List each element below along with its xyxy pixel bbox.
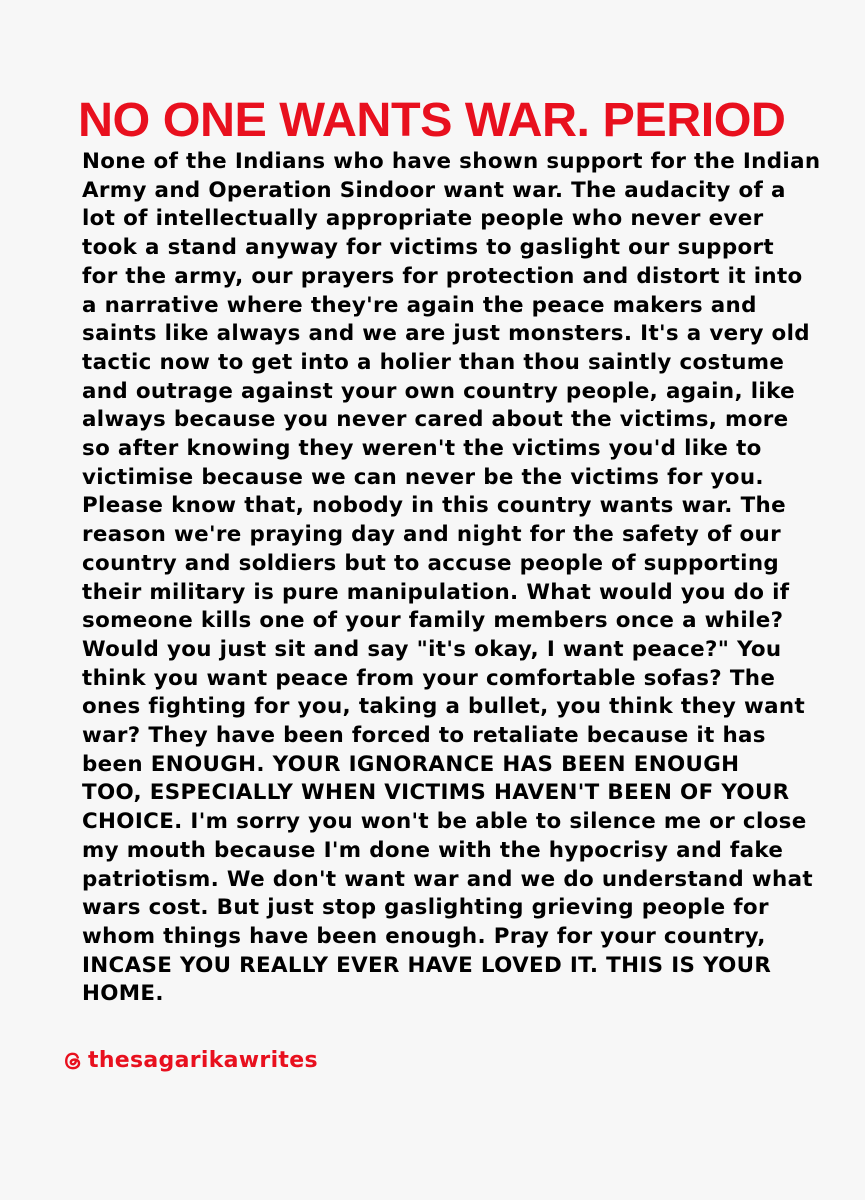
- body-line: a narrative where they're again the peace makers and: [82, 292, 757, 318]
- post-body: [82, 148, 822, 1009]
- body-line: wars cost. But just stop gaslighting grieving people for: [82, 895, 769, 921]
- body-line: Please know that, nobody in this country wants war. The: [82, 493, 786, 519]
- body-line: Army and Operation Sindoor want war. The audacity of a: [82, 177, 786, 203]
- body-line: victimise because we can never be the victims for you.: [82, 464, 764, 490]
- body-line: reason we're praying day and night for the safety of our: [82, 522, 782, 548]
- body-line: tactic now to get into a holier than thou saintly costume: [82, 349, 785, 375]
- body-line: someone kills one of your family members once a while?: [82, 608, 784, 634]
- body-line: INCASE YOU REALLY EVER HAVE LOVED IT. THIS IS YOUR: [82, 952, 772, 978]
- body-line: been ENOUGH. YOUR IGNORANCE HAS BEEN ENOUGH: [82, 751, 740, 777]
- body-line: HOME.: [82, 981, 164, 1007]
- body-line: CHOICE. I'm sorry you won't be able to silence me or close: [82, 809, 807, 835]
- body-line: Would you just sit and say "it's okay, I want peace?" You: [82, 636, 782, 662]
- body-line: lot of intellectually appropriate people who never ever: [82, 206, 764, 232]
- body-line: patriotism. We don't want war and we do understand what: [82, 866, 813, 892]
- handle-text: thesagarikawrites: [88, 1048, 318, 1073]
- body-line: None of the Indians who have shown support for the Indian: [82, 149, 821, 174]
- body-line: think you want peace from your comfortable sofas? The: [82, 665, 776, 691]
- body-line: ones fighting for you, taking a bullet, you think they want: [82, 694, 806, 720]
- body-line: so after knowing they weren't the victims you'd like to: [82, 436, 762, 462]
- threads-icon: [62, 1050, 84, 1072]
- body-line: war? They have been forced to retaliate because it has: [82, 723, 766, 749]
- body-line: TOO, ESPECIALLY WHEN VICTIMS HAVEN'T BEEN OF YOUR: [82, 780, 790, 806]
- body-line: and outrage against your own country people, again, like: [82, 378, 795, 404]
- body-line: their military is pure manipulation. What would you do if: [82, 579, 790, 605]
- body-line: country and soldiers but to accuse people of supporting: [82, 550, 780, 576]
- author-handle: [62, 1046, 318, 1076]
- post-title: NO ONE WANTS WAR. PERIOD: [78, 93, 786, 147]
- body-line: saints like always and we are just monsters. It's a very old: [82, 321, 810, 347]
- body-line: for the army, our prayers for protection and distort it into: [82, 263, 803, 289]
- body-line: always because you never cared about the victims, more: [82, 407, 789, 433]
- body-line: whom things have been enough. Pray for your country,: [82, 923, 766, 949]
- body-line: my mouth because I'm done with the hypocrisy and fake: [82, 837, 784, 863]
- body-line: took a stand anyway for victims to gaslight our support: [82, 235, 775, 261]
